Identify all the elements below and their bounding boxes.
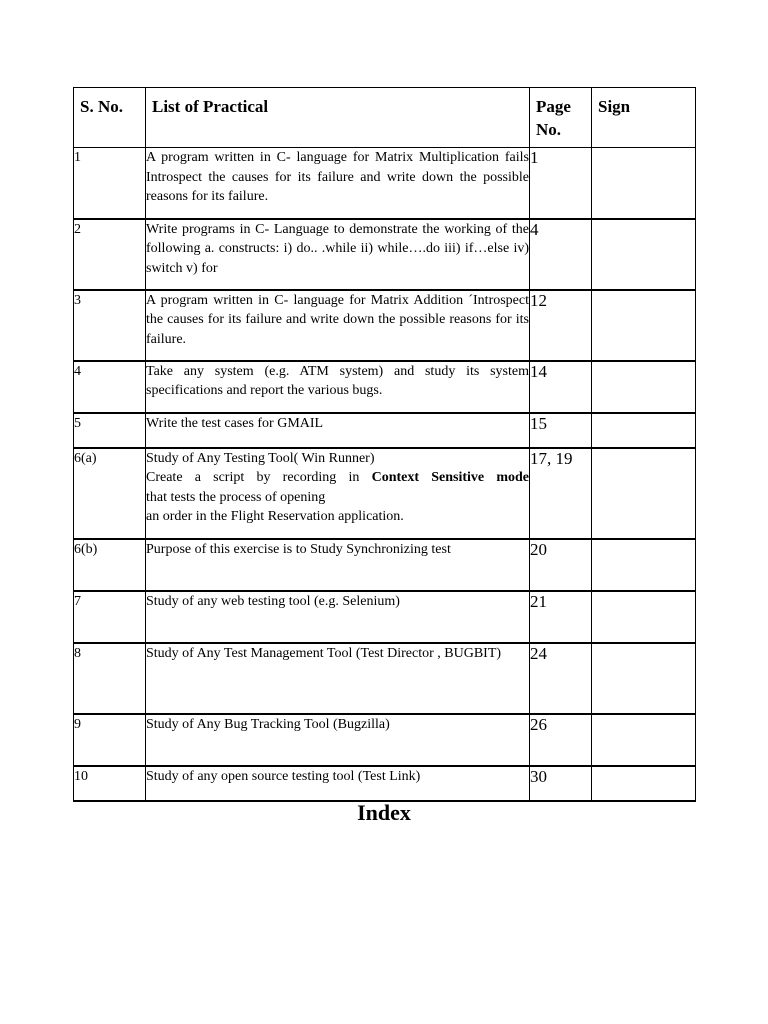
header-sno: S. No. xyxy=(74,88,146,148)
row-sign xyxy=(592,714,696,766)
row-description: A program written in C- language for Matrix Addition ´Introspect the causes for its failure and write down the possible reasons for its failure. xyxy=(146,290,530,361)
row-sign xyxy=(592,219,696,290)
header-sign: Sign xyxy=(592,88,696,148)
row-description: Write programs in C- Language to demonstrate the working of the following a. constructs: i) do.. .while ii) while….do iii) if…else iv) switch v) for xyxy=(146,219,530,290)
row-sno: 4 xyxy=(74,361,146,413)
row-page: 24 xyxy=(530,643,592,714)
page-title: Index xyxy=(357,800,411,825)
row-description: Study of any open source testing tool (Test Link) xyxy=(146,766,530,801)
desc-line xyxy=(146,468,529,488)
row-page: 14 xyxy=(530,361,592,413)
row-sign xyxy=(592,643,696,714)
row-sign xyxy=(592,361,696,413)
row-page: 12 xyxy=(530,290,592,361)
row-page: 26 xyxy=(530,714,592,766)
table-row xyxy=(74,148,696,219)
row-sign xyxy=(592,539,696,591)
header-page: Page No. xyxy=(530,88,592,148)
practical-index-table xyxy=(73,87,696,802)
row-description: Study of Any Bug Tracking Tool (Bugzilla) xyxy=(146,714,530,766)
table-row xyxy=(74,448,696,539)
row-description: Take any system (e.g. ATM system) and study its system specifications and report the various bugs. xyxy=(146,361,530,413)
row-sno: 5 xyxy=(74,413,146,448)
desc-line: Study of Any Testing Tool( Win Runner) xyxy=(146,450,375,466)
row-sign xyxy=(592,148,696,219)
table-row xyxy=(74,766,696,801)
row-page: 1 xyxy=(530,148,592,219)
row-sno: 7 xyxy=(74,591,146,643)
row-sno: 6(b) xyxy=(74,539,146,591)
row-description: A program written in C- language for Matrix Multiplication fails Introspect the causes for its failure and write down the possible reasons for its failure. xyxy=(146,148,530,219)
row-page: 15 xyxy=(530,413,592,448)
row-sign xyxy=(592,448,696,539)
header-list: List of Practical xyxy=(146,88,530,148)
row-sno: 2 xyxy=(74,219,146,290)
table-row xyxy=(74,361,696,413)
row-description: Study of any web testing tool (e.g. Selenium) xyxy=(146,591,530,643)
row-sign xyxy=(592,766,696,801)
table-row xyxy=(74,413,696,448)
row-description xyxy=(146,448,530,539)
table-row xyxy=(74,714,696,766)
row-sno: 10 xyxy=(74,766,146,801)
row-description: Study of Any Test Management Tool (Test Director , BUGBIT) xyxy=(146,643,530,714)
desc-text: Create a script by recording in xyxy=(146,470,360,485)
header-row xyxy=(74,88,696,148)
desc-bold-text: Context Sensitive mode xyxy=(371,470,529,485)
table-row xyxy=(74,539,696,591)
row-page: 4 xyxy=(530,219,592,290)
table-row xyxy=(74,219,696,290)
row-sign xyxy=(592,413,696,448)
table-row xyxy=(74,643,696,714)
table-row xyxy=(74,290,696,361)
desc-line: an order in the Flight Reservation application. xyxy=(146,509,404,524)
row-page: 30 xyxy=(530,766,592,801)
row-sno: 8 xyxy=(74,643,146,714)
row-sno: 9 xyxy=(74,714,146,766)
row-sno: 6(a) xyxy=(74,448,146,539)
row-sign xyxy=(592,591,696,643)
row-page: 20 xyxy=(530,539,592,591)
row-sign xyxy=(592,290,696,361)
row-page: 17, 19 xyxy=(530,448,592,539)
row-sno: 1 xyxy=(74,148,146,219)
row-description: Write the test cases for GMAIL xyxy=(146,413,530,448)
row-page: 21 xyxy=(530,591,592,643)
row-sno: 3 xyxy=(74,290,146,361)
desc-line: that tests the process of opening xyxy=(146,489,326,505)
table-row xyxy=(74,591,696,643)
row-description: Purpose of this exercise is to Study Synchronizing test xyxy=(146,539,530,591)
